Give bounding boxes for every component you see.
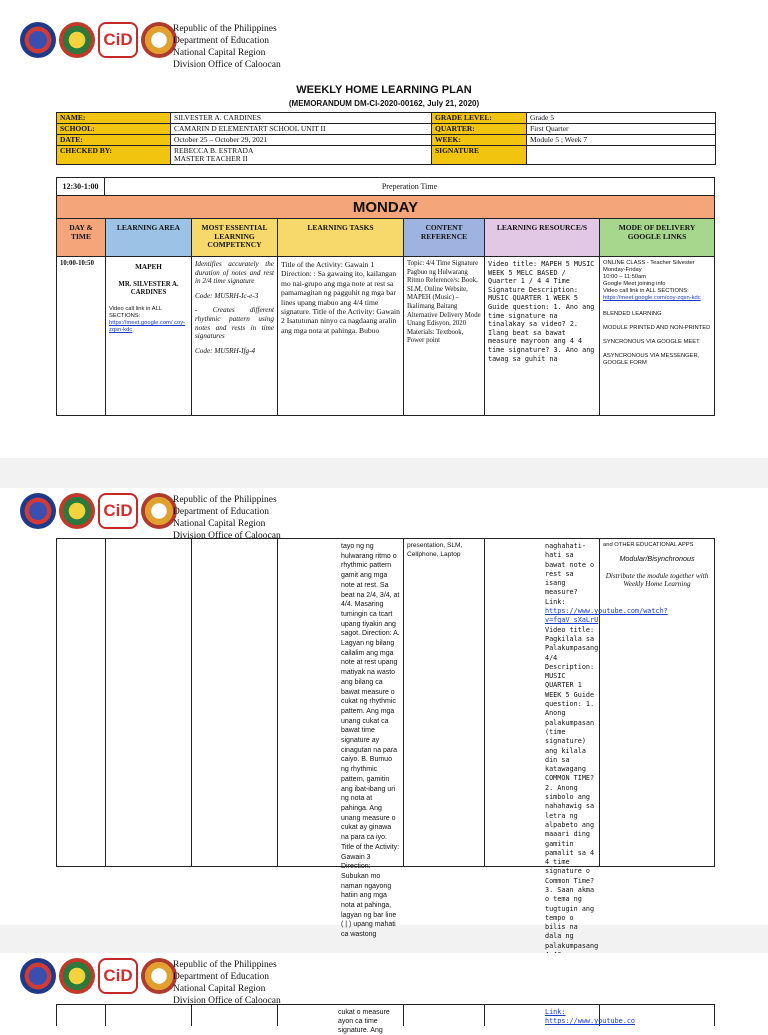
row-tasks: cukat o measure ayon ca time signature. Ang xyxy=(278,1005,404,1026)
header-line: Division Office of Caloocan xyxy=(173,531,281,541)
region-seal-icon xyxy=(59,958,95,994)
youtube-link[interactable]: https://www.youtube.com/watch?v=fgaV_sXaLrU xyxy=(545,607,668,625)
week-value: Module 5 ; Week 7 xyxy=(527,135,716,146)
mode-distribution: Distribute the module together with Weekly Home Learning xyxy=(605,571,709,589)
school-value: CAMARIN D ELEMENTART SCHOOL UNIT II xyxy=(171,124,432,135)
signature-label: SIGNATURE xyxy=(432,146,527,165)
division-logo: CiD xyxy=(98,493,138,529)
mode-async: ASYNCRONOUS VIA MESSENGER, GOOGLE FORM xyxy=(603,353,700,366)
logo-row xyxy=(20,493,177,529)
col-header-area: LEARNING AREA xyxy=(106,219,192,256)
mode-apps: and OTHER EDUCATIONAL APPS xyxy=(603,542,694,548)
competency-1: Identifies accurately the duration of notes and rest in 2/4 time signature xyxy=(195,260,274,286)
date-value: October 25 – October 29, 2021 xyxy=(171,135,432,146)
day-banner: MONDAY xyxy=(56,196,715,219)
logo-row xyxy=(20,22,177,58)
quarter-value: First Quarter xyxy=(527,124,716,135)
school-label: SCHOOL: xyxy=(57,124,171,135)
row-area-cell xyxy=(106,1005,192,1026)
col-header-tasks: LEARNING TASKS xyxy=(278,219,404,256)
grade-label: GRADE LEVEL: xyxy=(432,113,527,124)
school-seal-icon xyxy=(141,958,177,994)
mode-days: Monday-Friday xyxy=(603,267,642,273)
row-area-cell xyxy=(106,539,192,866)
row-mel-cell xyxy=(192,257,278,415)
plan-row xyxy=(56,1004,715,1034)
prep-time: 12:30-1:00 xyxy=(57,178,105,195)
signature-value xyxy=(527,146,716,165)
mode-blended: BLENDED LEARNING xyxy=(603,311,662,317)
school-seal-icon xyxy=(141,493,177,529)
checked-title: MASTER TEACHER II xyxy=(174,154,248,163)
header-line: Department of Education xyxy=(173,36,270,46)
col-header-content: CONTENT REFERENCE xyxy=(404,219,485,256)
col-header-resource: LEARNING RESOURCE/S xyxy=(485,219,600,256)
header-line: National Capital Region xyxy=(173,519,266,529)
competency-2: - Creates different rhythmic pattern using notes and rests in time signatures xyxy=(195,306,274,341)
mode-video-all: Video call link in ALL SECTIONS: xyxy=(603,288,689,294)
info-table xyxy=(56,112,716,165)
competency-code-2: Code: MU5RH-Ifg-4 xyxy=(195,346,256,355)
header-line: Department of Education xyxy=(173,972,270,982)
plan-row xyxy=(56,538,715,950)
header-line: Republic of the Philippines xyxy=(173,960,277,970)
col-header-mode: MODE OF DELIVERY GOOGLE LINKS xyxy=(600,219,714,256)
row-tasks: tayo ng ng hulwarang ritmo o rhythmic pattern gamit ang mga note at rest. Sa beat na 2/4, 3/4, at 4/4. Masaring tumingin ca tcart upang tiyakin ang sagot. Direction: A. Lagyan ng bilang cailalim ang mga note at rest upang matiyak na wasto ang bilang ca bawat measure o cukat ng rhythmic pattern. Ang mga unang cukat ca bawat time signature ay cinagutan na para caiyo. B. Bumuo ng rhythmic pattern, gamitin ang ibat-ibang uri ng nota at pahinga. Ang unang measure o cukat ay ginawa na para ca iyo. Title of the Activity: Gawain 3 Direction: Subukan mo naman ngayong hatiin ang mga nota at pahinga, lagyan ng bar line ( | ) upang mahati ca wastong xyxy=(278,539,404,866)
school-seal-icon xyxy=(141,22,177,58)
row-area-cell xyxy=(106,257,192,415)
teacher-name: MR. SILVESTER A. CARDINES xyxy=(118,280,179,297)
column-header-row xyxy=(56,219,715,257)
row-mode-cell xyxy=(600,1005,714,1026)
header-line: Republic of the Philippines xyxy=(173,24,277,34)
week-label: WEEK: xyxy=(432,135,527,146)
competency-code-1: Code: MU5RH-Ic-e-3 xyxy=(195,291,259,300)
deped-seal-icon xyxy=(20,22,56,58)
page-2 xyxy=(0,488,768,950)
logo-row xyxy=(20,958,177,994)
checked-value xyxy=(171,146,432,165)
resource-text-2: Video title: Pagkilala sa Palakumpasang 4/4 Description: MUSIC QUARTER 1 WEEK 5 Guide question: 1. Anong palakumpasan (time signature) ang kilala din sa katawagang COMMON TIME? 2. Anong simbolo ang nahahawig sa letra ng alpabeto ang maaari ding gamitin pamalit sa 4 4 time signature o Common Time? 3. Saan akma o tema ng tugtugin ang tempo o bilis na dala ng palakumpasang xyxy=(545,625,599,950)
row-time xyxy=(57,1005,106,1026)
plan-row xyxy=(56,257,715,416)
header-line: National Capital Region xyxy=(173,984,266,994)
prep-label: Preperation Time xyxy=(381,182,438,191)
name-value: SILVESTER A. CARDINES xyxy=(171,113,432,124)
header-line: Republic of the Philippines xyxy=(173,495,277,505)
division-logo: CiD xyxy=(98,958,138,994)
resource-text: naghahati-hati sa bawat note o rest sa isang measure? Link: xyxy=(545,542,595,606)
row-mel-cell xyxy=(192,539,278,866)
mode-sync: SYNCRONOUS VIA GOOGLE MEET xyxy=(603,339,700,345)
row-content: presentation, SLM, Cellphone, Laptop xyxy=(404,539,485,866)
header-text xyxy=(173,23,281,71)
row-time xyxy=(57,539,106,866)
row-tasks: Title of the Activity: Gawain 1 Direction: : Sa gawaing ito, kailangan mo nai-grupo ang mga note at rest sa pamamagitan ng pagguhit ng mga bar lines upang mabuo ang 4/4 time signature. Title of the Activity: Gawain 2 Isatutunan ninyo ca nagdaang aralin ang mga nota at pahinga. Bubuo xyxy=(278,257,404,415)
header-text xyxy=(173,494,281,542)
header-line: National Capital Region xyxy=(173,48,266,58)
deped-seal-icon xyxy=(20,958,56,994)
learning-area: MAPEH xyxy=(135,263,162,271)
quarter-label: QUARTER: xyxy=(432,124,527,135)
row-resource: Video title: MAPEH 5 MUSIC WEEK 5 MELC BASED / Quarter 1 / 4 4 Time Signature Description: MUSIC QUARTER 1 WEEK 5 Guide question: 1. Ano ang time signature na tinalakay sa video? 2. Ilang beat sa bawat measure mayroon ang 4 4 time signature? 3. Ano ang tawag sa guhit na xyxy=(485,257,600,415)
header-text xyxy=(173,959,281,1007)
page-1 xyxy=(0,0,768,458)
row-mode-cell xyxy=(600,257,714,415)
checked-name: REBECCA B. ESTRADA xyxy=(174,146,254,155)
header-line: Division Office of Caloocan xyxy=(173,996,281,1006)
row-content: Topic: 4/4 Time Signature Pagbuo ng Hulwarang Ritmo Reference/s: Book, SLM, Online Website, MAPEH (Music) – Ikalimang Baitang Alternative Delivery Mode Unang Edisyon, 2020 Materials: Textbook, Power point xyxy=(404,257,485,415)
page-header xyxy=(20,22,720,88)
header-line: Department of Education xyxy=(173,507,270,517)
row-mel-cell xyxy=(192,1005,278,1026)
video-call-note: Video call link in ALL SECTIONS: xyxy=(109,305,162,319)
preparation-row xyxy=(56,177,715,196)
date-label: DATE: xyxy=(57,135,171,146)
row-mode-cell xyxy=(600,539,714,866)
mode-online: ONLINE CLASS - Teacher Silvester xyxy=(603,260,695,266)
mode-type: Modular/Bisynchronous xyxy=(619,554,695,563)
name-label: NAME: xyxy=(57,113,171,124)
col-header-mel: MOST ESSENTIAL LEARNING COMPETENCY xyxy=(192,219,278,256)
checked-label: CHECKED BY: xyxy=(57,146,171,165)
col-header-day-time: DAY & TIME xyxy=(57,219,106,256)
mode-hours: 10:00 – 11:50am xyxy=(603,274,647,280)
grade-value: Grade 5 xyxy=(527,113,716,124)
mode-module: MODULE PRINTED AND NON-PRINTED xyxy=(603,325,711,331)
row-content xyxy=(404,1005,485,1026)
document-title: WEEKLY HOME LEARNING PLAN xyxy=(296,84,472,96)
page-3 xyxy=(0,953,768,1034)
mode-meet-info: Google Meet joining info xyxy=(603,281,666,287)
meet-link[interactable]: https://meet.google.com/ coy-zqsn-kdc xyxy=(109,319,186,333)
deped-seal-icon xyxy=(20,493,56,529)
page-gap xyxy=(0,458,768,488)
mode-meet-link[interactable]: https://meet.google.com/coy-zqsn-kdc xyxy=(603,295,701,301)
row-time: 10:00-10:50 xyxy=(57,257,106,415)
memo-reference: (MEMORANDUM DM-CI-2020-00162, July 21, 2020) xyxy=(288,99,480,108)
region-seal-icon xyxy=(59,22,95,58)
header-line: Division Office of Caloocan xyxy=(173,60,281,70)
region-seal-icon xyxy=(59,493,95,529)
division-logo: CiD xyxy=(98,22,138,58)
row-resource[interactable]: Link: https://www.youtube.co xyxy=(485,1005,600,1026)
